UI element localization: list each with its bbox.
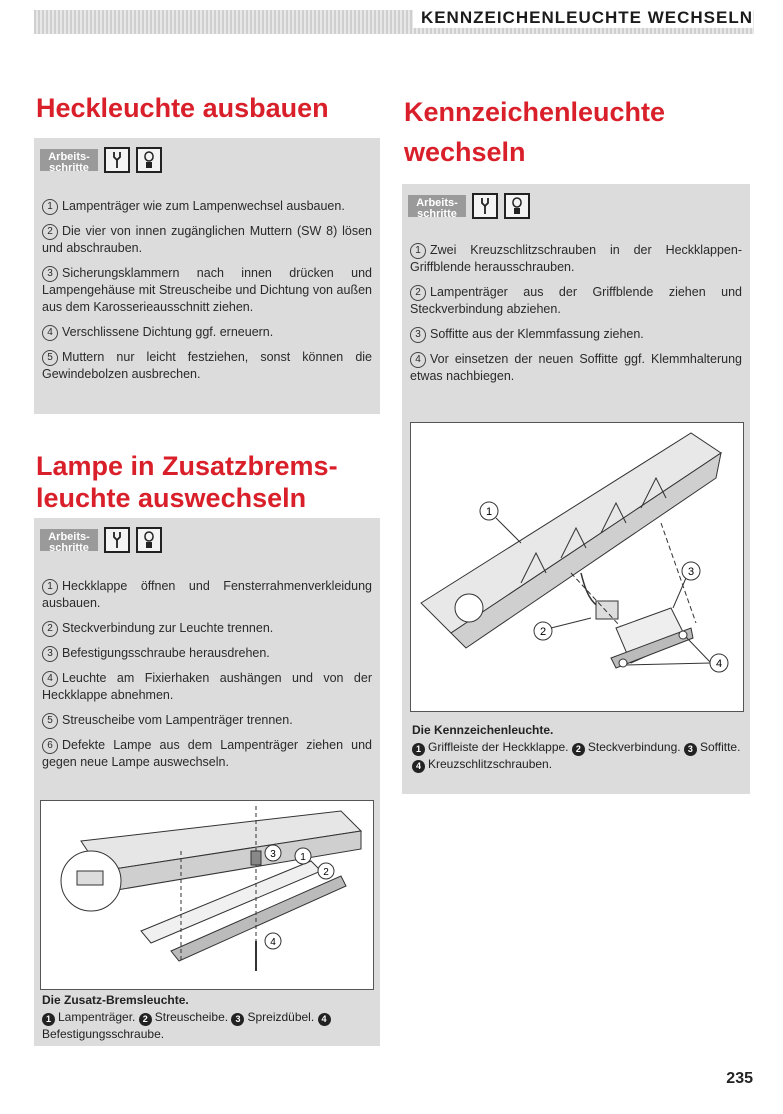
- caption-title: Die Zusatz-Bremsleuchte.: [42, 993, 189, 1007]
- step-number: 4: [42, 325, 58, 341]
- svg-text:2: 2: [323, 867, 329, 878]
- caption-bullet: 3: [231, 1013, 244, 1026]
- step-number: 3: [42, 646, 58, 662]
- steps-list: [42, 198, 372, 391]
- step-item: 4 Verschlissene Dichtung ggf. erneuern.: [42, 324, 372, 341]
- step-number: 2: [42, 621, 58, 637]
- caption-bullet: 1: [412, 743, 425, 756]
- svg-text:4: 4: [270, 937, 276, 948]
- caption-bullet: 1: [42, 1013, 55, 1026]
- steps-box-zusatzbremsleuchte: [34, 518, 380, 1046]
- step-item: 4 Leuchte am Fixierhaken aushängen und von der Heckklappe abnehmen.: [42, 671, 372, 702]
- callout-2: [318, 863, 334, 879]
- step-item: 1 Lampenträger wie zum Lampenwechsel ausbauen.: [42, 198, 372, 215]
- page-number: 235: [726, 1070, 753, 1087]
- step-number: 1: [42, 199, 58, 215]
- figure-zusatzbremsleuchte: [40, 800, 374, 990]
- figure-caption: Die Kennzeichenleuchte. 1 Griffleiste der Heckklappe. 2 Steckverbindung. 3 Soffitte. 4 Kreuzschlitzschrauben.: [412, 722, 744, 773]
- step-item: 3 Soffitte aus der Klemmfassung ziehen.: [410, 326, 742, 343]
- step-number: 3: [410, 327, 426, 343]
- svg-text:3: 3: [687, 566, 695, 578]
- step-item: 1 Heckklappe öffnen und Fensterrahmenverkleidung ausbauen.: [42, 579, 372, 610]
- arbeitsschritte-tag: Arbeits-schritte: [40, 149, 98, 171]
- steps-list: [42, 578, 372, 779]
- callout-1: [480, 502, 521, 543]
- step-number: 6: [42, 738, 58, 754]
- step-number: 1: [42, 579, 58, 595]
- step-number: 2: [410, 285, 426, 301]
- screwdriver-icon: [104, 147, 130, 173]
- step-number: 1: [410, 243, 426, 259]
- arbeitsschritte-tag: Arbeits-schritte: [408, 195, 466, 217]
- arbeitsschritte-tag: Arbeits-schritte: [40, 529, 98, 551]
- header-title: KENNZEICHENLEUCHTE WECHSELN: [413, 8, 753, 28]
- section-title-kennzeichenleuchte: [404, 92, 665, 172]
- step-item: 1 Zwei Kreuzschlitzschrauben in der Heckklappen-Griffblende herausschrauben.: [410, 243, 742, 274]
- callout-2: [534, 618, 591, 640]
- step-number: 5: [42, 713, 58, 729]
- step-item: 6 Defekte Lampe aus dem Lampenträger ziehen und gegen neue Lampe auswechseln.: [42, 738, 372, 769]
- figure-caption: Die Zusatz-Bremsleuchte. 1 Lampenträger. 2 Streuscheibe. 3 Spreizdübel. 4Befestigungsschraube.: [42, 992, 372, 1043]
- brake-light-drawing: [41, 801, 373, 989]
- steps-list: [410, 242, 742, 393]
- title-line-2: leuchte auswechseln: [36, 483, 307, 513]
- step-number: 2: [42, 224, 58, 240]
- callout-4: [265, 933, 281, 949]
- step-item: 2 Die vier von innen zugänglichen Muttern (SW 8) lösen und abschrauben.: [42, 224, 372, 255]
- tool-bar: [40, 526, 162, 554]
- callout-3: [265, 845, 281, 861]
- tool-bar: [408, 192, 530, 220]
- caption-bullet: 4: [412, 760, 425, 773]
- bulb-icon: [136, 527, 162, 553]
- step-item: 4 Vor einsetzen der neuen Soffitte ggf. Klemmhalterung etwas nachbiegen.: [410, 352, 742, 383]
- screwdriver-icon: [472, 193, 498, 219]
- step-item: 2 Lampenträger aus der Griffblende ziehen und Steckverbindung abziehen.: [410, 285, 742, 316]
- bulb-icon: [136, 147, 162, 173]
- figure-kennzeichenleuchte: [410, 422, 744, 712]
- step-number: 4: [42, 671, 58, 687]
- tool-bar: [40, 146, 162, 174]
- step-item: 3 Befestigungsschraube herausdrehen.: [42, 645, 372, 662]
- steps-box-heckleuchte: [34, 138, 380, 414]
- bulb-icon: [504, 193, 530, 219]
- step-item: 5 Streuscheibe vom Lampenträger trennen.: [42, 712, 372, 729]
- caption-bullet: 2: [572, 743, 585, 756]
- svg-text:4: 4: [715, 658, 723, 670]
- title-line-1: Lampe in Zusatzbrems-: [36, 451, 338, 481]
- step-item: 2 Steckverbindung zur Leuchte trennen.: [42, 620, 372, 637]
- steps-box-kennzeichenleuchte: [402, 184, 750, 794]
- svg-text:3: 3: [270, 849, 276, 860]
- screwdriver-icon: [104, 527, 130, 553]
- step-item: 3 Sicherungsklammern nach innen drücken und Lampengehäuse mit Streuscheibe und Dichtung von außen aus dem Karosserieausschnitt ziehen.: [42, 266, 372, 314]
- caption-bullet: 3: [684, 743, 697, 756]
- license-plate-light-drawing: [411, 423, 743, 711]
- title-line-1: Kennzeichenleuchte: [404, 97, 666, 127]
- caption-title: Die Kennzeichenleuchte.: [412, 723, 554, 737]
- step-number: 4: [410, 352, 426, 368]
- step-item: 5 Muttern nur leicht festziehen, sonst können die Gewindebolzen ausbrechen.: [42, 350, 372, 381]
- callout-1: [295, 848, 311, 864]
- svg-text:1: 1: [485, 506, 493, 518]
- section-title-heckleuchte: Heckleuchte ausbauen: [36, 93, 329, 123]
- svg-text:2: 2: [539, 626, 547, 638]
- step-number: 5: [42, 350, 58, 366]
- section-title-zusatzbremsleuchte: [36, 450, 338, 514]
- title-line-2: wechseln: [404, 137, 526, 167]
- caption-bullet: 2: [139, 1013, 152, 1026]
- caption-bullet: 4: [318, 1013, 331, 1026]
- step-number: 3: [42, 266, 58, 282]
- svg-text:1: 1: [300, 852, 306, 863]
